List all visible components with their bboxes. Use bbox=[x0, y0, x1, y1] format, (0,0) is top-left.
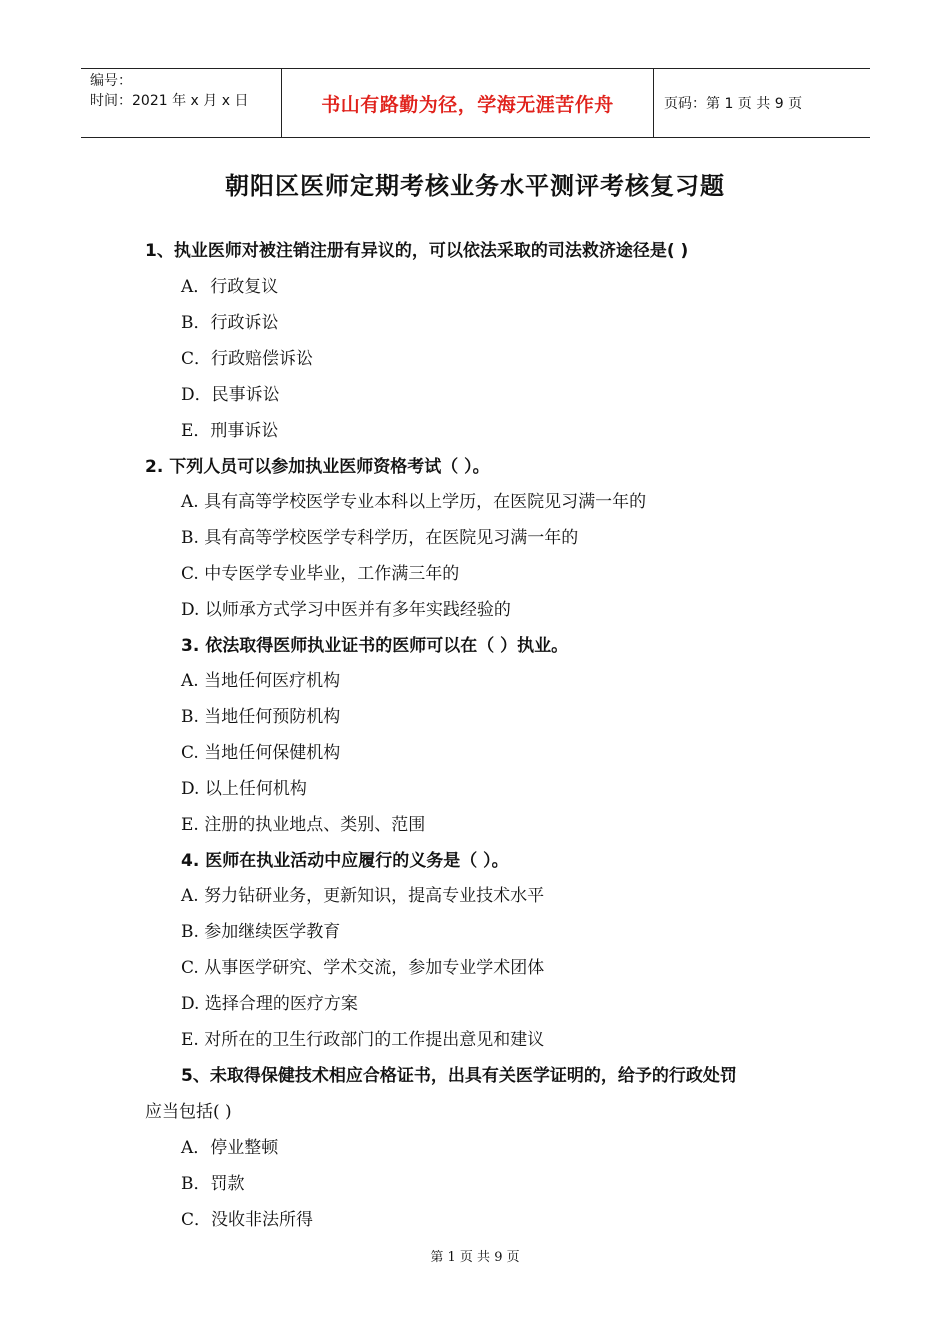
question-1-option-c: C．行政赔偿诉讼 bbox=[181, 349, 314, 369]
time-label: 时间：2021 年 x 月 x 日 bbox=[90, 93, 249, 109]
page-footer: 第 1 页 共 9 页 bbox=[430, 1250, 520, 1265]
question-3: 3. 依法取得医师执业证书的医师可以在（ ）执业。 bbox=[181, 636, 569, 656]
question-2-option-b: B. 具有高等学校医学专科学历，在医院见习满一年的 bbox=[181, 528, 579, 548]
question-4-option-d: D. 选择合理的医疗方案 bbox=[181, 994, 358, 1014]
question-5-continuation: 应当包括( ) bbox=[145, 1102, 232, 1122]
question-2: 2. 下列人员可以参加执业医师资格考试（ ）。 bbox=[145, 457, 490, 477]
question-3-option-d: D. 以上任何机构 bbox=[181, 779, 307, 799]
question-3-option-e: E. 注册的执业地点、类别、范围 bbox=[181, 815, 426, 835]
question-4-option-c: C. 从事医学研究、学术交流，参加专业学术团体 bbox=[181, 958, 545, 978]
header-motto: 书山有路勤为径，学海无涯苦作舟 bbox=[282, 69, 654, 137]
question-5-option-b: B．罚款 bbox=[181, 1174, 245, 1194]
header-meta bbox=[81, 69, 282, 137]
question-2-option-c: C. 中专医学专业毕业，工作满三年的 bbox=[181, 564, 460, 584]
question-5: 5、未取得保健技术相应合格证书，出具有关医学证明的，给予的行政处罚 bbox=[181, 1066, 737, 1086]
header-page-info: 页码：第 1 页 共 9 页 bbox=[664, 96, 803, 112]
question-1-option-b: B．行政诉讼 bbox=[181, 313, 279, 333]
question-3-option-c: C. 当地任何保健机构 bbox=[181, 743, 341, 763]
question-1-option-e: E．刑事诉讼 bbox=[181, 421, 279, 441]
question-1-option-d: D．民事诉讼 bbox=[181, 385, 280, 405]
question-3-option-b: B. 当地任何预防机构 bbox=[181, 707, 341, 727]
question-3-option-a: A. 当地任何医疗机构 bbox=[181, 671, 341, 691]
question-2-option-a: A. 具有高等学校医学专业本科以上学历，在医院见习满一年的 bbox=[181, 492, 647, 512]
page-title: 朝阳区医师定期考核业务水平测评考核复习题 bbox=[225, 172, 725, 200]
question-4-option-a: A. 努力钻研业务，更新知识，提高专业技术水平 bbox=[181, 886, 545, 906]
question-2-option-d: D. 以师承方式学习中医并有多年实践经验的 bbox=[181, 600, 511, 620]
document-header bbox=[81, 68, 870, 138]
question-1-option-a: A．行政复议 bbox=[181, 277, 279, 297]
question-5-option-a: A．停业整顿 bbox=[181, 1138, 279, 1158]
question-4-option-b: B. 参加继续医学教育 bbox=[181, 922, 341, 942]
question-5-option-c: C．没收非法所得 bbox=[181, 1210, 314, 1230]
number-label: 编号： bbox=[90, 73, 132, 89]
question-4-option-e: E. 对所在的卫生行政部门的工作提出意见和建议 bbox=[181, 1030, 545, 1050]
question-1: 1、执业医师对被注销注册有异议的，可以依法采取的司法救济途径是( ) bbox=[145, 241, 689, 261]
question-4: 4. 医师在执业活动中应履行的义务是（ ）。 bbox=[181, 851, 509, 871]
